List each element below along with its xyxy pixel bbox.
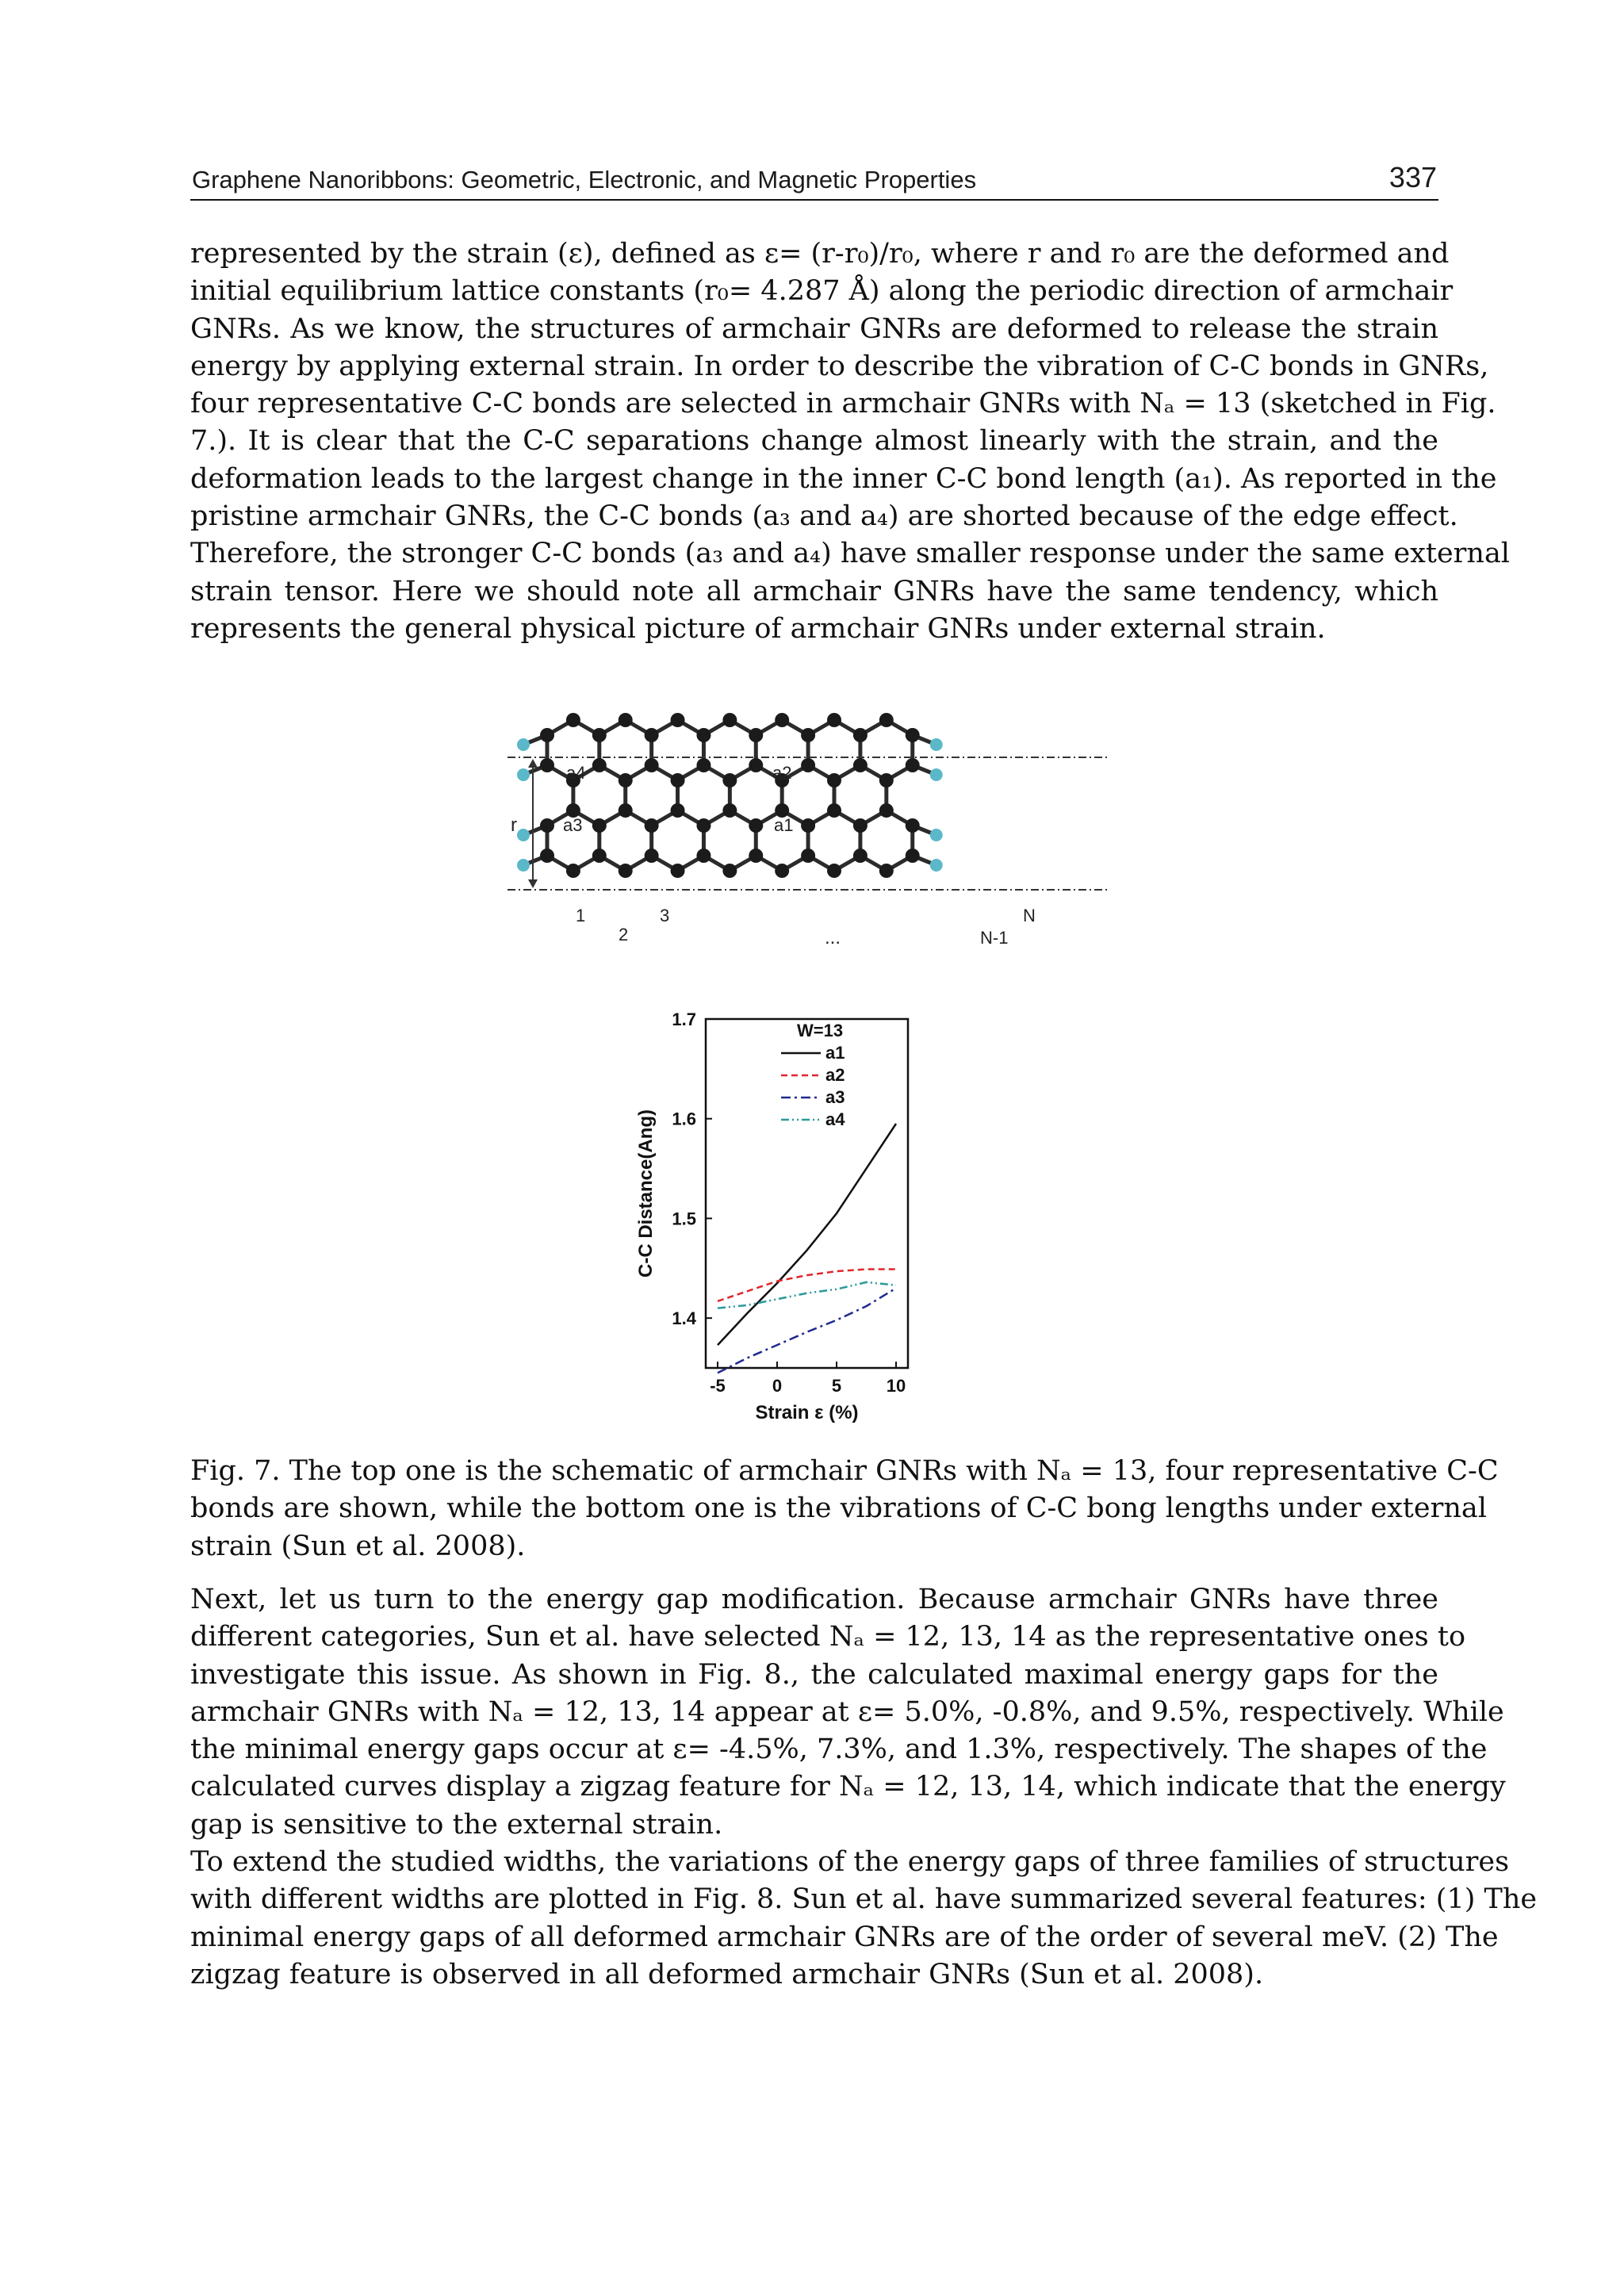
text-line: Therefore, the stronger C-C bonds (a₃ and a₄) have smaller response under the same external bbox=[190, 538, 1511, 570]
carbon-atom bbox=[853, 818, 868, 833]
carbon-atom bbox=[722, 803, 737, 818]
text-line: minimal energy gaps of all deformed armchair GNRs are of the order of several meV. (2) The bbox=[190, 1921, 1499, 1953]
text-line: four representative C-C bonds are selected in armchair GNRs with Nₐ = 13 (sketched in Fig. bbox=[190, 388, 1496, 420]
carbon-atom bbox=[592, 728, 607, 742]
carbon-atom bbox=[827, 864, 841, 878]
text-line: represented by the strain (ε), defined as ε= (r-r₀)/r₀, where r and r₀ are the deformed and bbox=[190, 238, 1450, 270]
plot-frame bbox=[706, 1019, 908, 1368]
carbon-atom bbox=[827, 803, 841, 818]
carbon-atom bbox=[671, 864, 685, 878]
label-a3: a3 bbox=[563, 815, 583, 835]
carbon-atom bbox=[619, 803, 633, 818]
text-line: with different widths are plotted in Fig. 8. Sun et al. have summarized several features: (1) The bbox=[190, 1883, 1538, 1916]
carbon-atom bbox=[645, 818, 659, 833]
y-tick-label: 1.7 bbox=[672, 1009, 696, 1029]
r-arrow-head-up bbox=[528, 759, 538, 768]
carbon-atom bbox=[906, 728, 920, 742]
legend-label-a4: a4 bbox=[825, 1109, 845, 1129]
carbon-atom bbox=[540, 818, 554, 833]
carbon-atom bbox=[906, 758, 920, 772]
chart-plot-area bbox=[635, 1009, 908, 1423]
y-tick-label: 1.6 bbox=[672, 1109, 696, 1129]
legend-label-a1: a1 bbox=[825, 1043, 845, 1063]
text-line: gap is sensitive to the external strain. bbox=[190, 1808, 723, 1841]
y-axis-label: C-C Distance(Ang) bbox=[635, 1109, 657, 1278]
running-header bbox=[190, 163, 1438, 201]
paragraph-widths bbox=[190, 1844, 1538, 1994]
x-tick-label: 10 bbox=[886, 1376, 906, 1396]
label-n1: 1 bbox=[576, 906, 586, 925]
carbon-atom bbox=[619, 773, 633, 787]
carbon-atom bbox=[645, 758, 659, 772]
lattice-bonds bbox=[523, 720, 936, 871]
legend-label-a3: a3 bbox=[825, 1087, 845, 1107]
carbon-atom bbox=[853, 728, 868, 742]
carbon-atom bbox=[906, 818, 920, 833]
label-a1: a1 bbox=[774, 815, 794, 835]
carbon-atom bbox=[540, 849, 554, 863]
carbon-atom bbox=[801, 758, 815, 772]
label-n2: 2 bbox=[619, 925, 629, 944]
carbon-atom bbox=[671, 773, 685, 787]
carbon-atom bbox=[775, 864, 789, 878]
carbon-atom bbox=[592, 818, 607, 833]
carbon-atom bbox=[801, 849, 815, 863]
caption-line: bonds are shown, while the bottom one is the vibrations of C-C bong lengths under external bbox=[190, 1492, 1487, 1525]
text-line: energy by applying external strain. In order to describe the vibration of C-C bonds in GNRs, bbox=[190, 350, 1489, 382]
carbon-atom bbox=[722, 864, 737, 878]
legend-label-a2: a2 bbox=[825, 1065, 845, 1085]
running-title: Graphene Nanoribbons: Geometric, Electronic, and Magnetic Properties bbox=[192, 166, 977, 193]
label-r: r bbox=[511, 814, 517, 836]
carbon-atom bbox=[879, 713, 894, 727]
text-line: zigzag feature is observed in all deformed armchair GNRs (Sun et al. 2008). bbox=[190, 1958, 1264, 1990]
y-tick-label: 1.4 bbox=[672, 1308, 696, 1329]
y-tick-label: 1.5 bbox=[672, 1209, 696, 1229]
series-line-a1 bbox=[718, 1124, 896, 1345]
carbon-atom bbox=[566, 864, 580, 878]
text-line: 7.). It is clear that the C-C separations change almost linearly with the strain, and the bbox=[190, 425, 1438, 458]
hydrogen-atom bbox=[517, 738, 530, 751]
carbon-atom bbox=[749, 849, 763, 863]
page-number: 337 bbox=[1388, 161, 1437, 193]
carbon-atom bbox=[879, 773, 894, 787]
carbon-atom bbox=[566, 713, 580, 727]
series-line-a2 bbox=[718, 1270, 896, 1301]
caption-line: strain (Sun et al. 2008). bbox=[190, 1530, 526, 1562]
x-tick-label: -5 bbox=[710, 1376, 726, 1396]
figure-caption bbox=[190, 1453, 1499, 1565]
text-line: strain tensor. Here we should note all armchair GNRs have the same tendency, which bbox=[190, 575, 1438, 607]
carbon-atom bbox=[645, 728, 659, 742]
carbon-atom bbox=[749, 758, 763, 772]
carbon-atom bbox=[853, 758, 868, 772]
caption-line: Fig. 7. The top one is the schematic of armchair GNRs with Nₐ = 13, four representative C-C bbox=[190, 1455, 1499, 1487]
x-axis-label: Strain ε (%) bbox=[755, 1402, 859, 1423]
text-line: investigate this issue. As shown in Fig. 8., the calculated maximal energy gaps for the bbox=[190, 1658, 1438, 1691]
label-N: N bbox=[1023, 906, 1036, 925]
hydrogen-atom bbox=[930, 738, 943, 751]
carbon-atom bbox=[696, 728, 710, 742]
carbon-atom bbox=[671, 713, 685, 727]
carbon-atom bbox=[722, 713, 737, 727]
hydrogen-atom bbox=[930, 859, 943, 872]
carbon-atom bbox=[801, 728, 815, 742]
armchair-gnr-schematic bbox=[500, 682, 1118, 975]
text-line: the minimal energy gaps occur at ε= -4.5%, 7.3%, and 1.3%, respectively. The shapes of the bbox=[190, 1734, 1488, 1766]
carbon-atom bbox=[696, 818, 710, 833]
x-tick-label: 5 bbox=[831, 1376, 842, 1396]
label-a2: a2 bbox=[772, 763, 792, 783]
carbon-atom bbox=[696, 849, 710, 863]
label-a4: a4 bbox=[566, 763, 586, 783]
text-line: different categories, Sun et al. have selected Nₐ = 12, 13, 14 as the representative ones to bbox=[190, 1621, 1466, 1653]
text-line: armchair GNRs with Nₐ = 12, 13, 14 appear at ε= 5.0%, -0.8%, and 9.5%, respectively. While bbox=[190, 1695, 1504, 1728]
carbon-atom bbox=[696, 758, 710, 772]
carbon-atom bbox=[879, 803, 894, 818]
text-line: deformation leads to the largest change in the inner C-C bond length (a₁). As reported in the bbox=[190, 462, 1497, 495]
carbon-atom bbox=[749, 818, 763, 833]
carbon-atom bbox=[671, 803, 685, 818]
carbon-atom bbox=[827, 713, 841, 727]
hydrogen-atom bbox=[517, 768, 530, 781]
r-arrow-head-down bbox=[528, 879, 538, 888]
text-line: pristine armchair GNRs, the C-C bonds (a₃ and a₄) are shorted because of the edge effect. bbox=[190, 500, 1458, 533]
carbon-atom bbox=[853, 849, 868, 863]
label-n3: 3 bbox=[660, 906, 670, 925]
text-line: represents the general physical picture of armchair GNRs under external strain. bbox=[190, 612, 1326, 645]
x-tick-label: 0 bbox=[772, 1376, 783, 1396]
text-line: calculated curves display a zigzag feature for Nₐ = 12, 13, 14, which indicate that the energy bbox=[190, 1771, 1506, 1803]
hydrogen-atom bbox=[517, 859, 530, 872]
legend-title: W=13 bbox=[797, 1021, 844, 1040]
hydrogen-atom bbox=[517, 829, 530, 841]
text-line: initial equilibrium lattice constants (r₀= 4.287 Å) along the periodic direction of armchair bbox=[190, 275, 1454, 308]
paragraph-energy-gap bbox=[190, 1581, 1506, 1844]
text-line: Next, let us turn to the energy gap modification. Because armchair GNRs have three bbox=[190, 1584, 1438, 1615]
carbon-atom bbox=[827, 773, 841, 787]
carbon-atom bbox=[879, 864, 894, 878]
carbon-atom bbox=[540, 728, 554, 742]
series-line-a3 bbox=[718, 1288, 896, 1373]
label-ellipsis: ... bbox=[825, 927, 841, 948]
carbon-atom bbox=[645, 849, 659, 863]
text-line: To extend the studied widths, the variations of the energy gaps of three families of structures bbox=[190, 1846, 1510, 1878]
carbon-atom bbox=[592, 849, 607, 863]
bond-length-chart bbox=[619, 995, 920, 1423]
carbon-atom bbox=[906, 849, 920, 863]
carbon-atom bbox=[619, 713, 633, 727]
carbon-atom bbox=[619, 864, 633, 878]
carbon-atom bbox=[775, 713, 789, 727]
carbon-atom bbox=[592, 758, 607, 772]
carbon-atom bbox=[801, 818, 815, 833]
label-N-1: N-1 bbox=[980, 928, 1009, 948]
hydrogen-atom bbox=[930, 768, 943, 781]
carbon-atom bbox=[540, 758, 554, 772]
text-line: GNRs. As we know, the structures of armchair GNRs are deformed to release the strain bbox=[190, 312, 1438, 345]
hydrogen-atom bbox=[930, 829, 943, 841]
paragraph-strain-definition bbox=[190, 236, 1511, 648]
carbon-atom bbox=[722, 773, 737, 787]
carbon-atom bbox=[749, 728, 763, 742]
